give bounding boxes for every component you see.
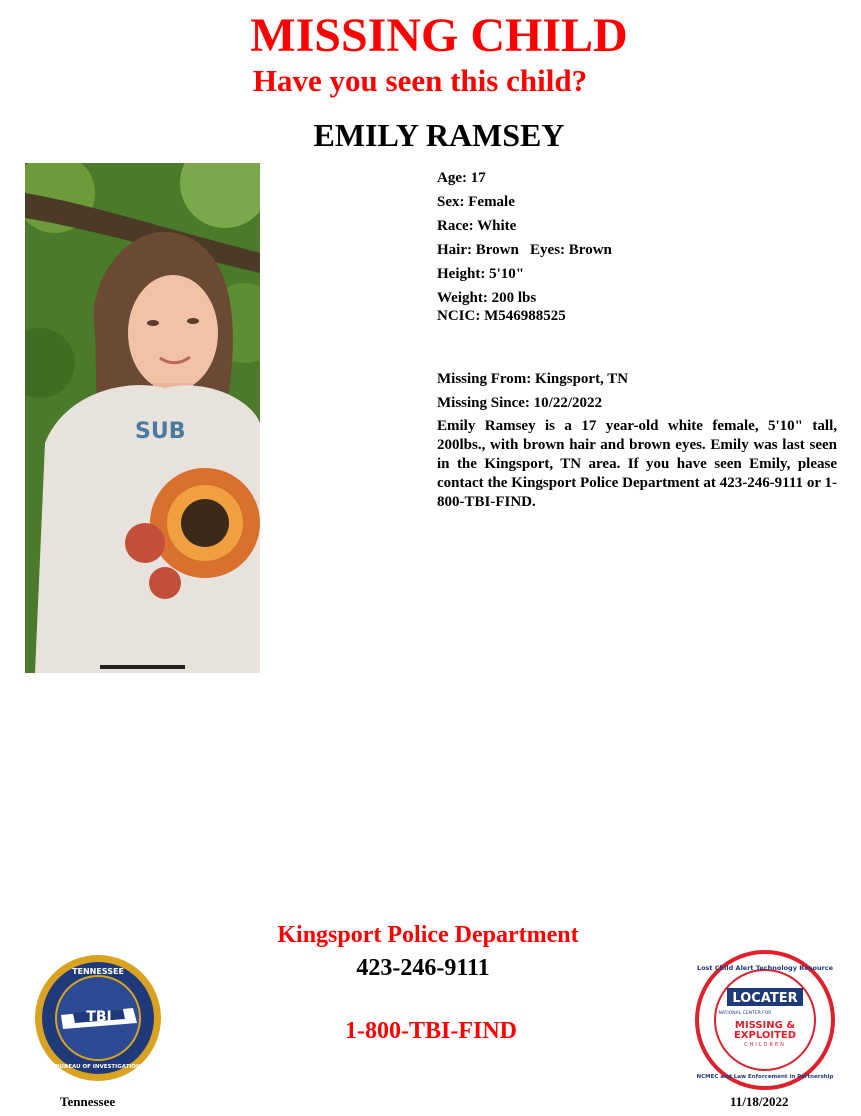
child-photo [25, 163, 260, 673]
weight-field: Weight: 200 lbs [437, 290, 537, 306]
height-field: Height: 5'10" [437, 266, 525, 282]
tbi-seal-top: TENNESSEE [72, 967, 124, 976]
poster-subtitle: Have you seen this child? [252, 63, 588, 98]
tbi-hotline: 1-800-TBI-FIND [345, 1018, 517, 1044]
missing-since-field: Missing Since: 10/22/2022 [437, 395, 603, 411]
svg-text:SUB: SUB [135, 419, 186, 444]
locater-org1: NATIONAL CENTER FOR [718, 1011, 772, 1016]
tbi-seal-center: TBI [86, 1009, 112, 1025]
tbi-seal-bottom: BUREAU OF INVESTIGATION [55, 1064, 141, 1070]
locater-bottom-arc: NCMEC and Law Enforcement in Partnership [696, 1074, 834, 1080]
description-paragraph: Emily Ramsey is a 17 year-old white female, 5'10" tall, 200lbs., with brown hair and brown eyes. Emily was last seen in the Kingsport, TN area. If you have seen Emily, please contact the Kingsport Police Department at 423-246-9111 or 1-800-TBI-FIND. [437, 418, 837, 510]
race-field: Race: White [437, 218, 517, 234]
poster-title: MISSING CHILD [250, 9, 628, 62]
locater-org2: MISSING & [734, 1020, 796, 1031]
tbi-seal-icon [33, 953, 163, 1083]
sex-field: Sex: Female [437, 194, 515, 210]
agency-name: Kingsport Police Department [277, 922, 579, 948]
missing-info [437, 367, 837, 415]
child-details [437, 166, 837, 325]
locater-name: LOCATER [732, 991, 798, 1006]
locater-org4: CHILDREN [744, 1042, 786, 1048]
age-field: Age: 17 [437, 170, 486, 186]
ncic-field: NCIC: M546988525 [437, 308, 566, 324]
child-name: EMILY RAMSEY [313, 117, 565, 153]
hair-eyes-field: Hair: Brown Eyes: Brown [437, 242, 612, 258]
footer-date: 11/18/2022 [730, 1094, 789, 1109]
missing-from-field: Missing From: Kingsport, TN [437, 371, 629, 387]
footer-state: Tennessee [60, 1094, 116, 1109]
locater-org3: EXPLOITED [733, 1030, 797, 1041]
ncmec-locater-seal-icon [695, 950, 835, 1090]
agency-phone: 423-246-9111 [356, 955, 490, 981]
locater-arc-text: Lost Child Alert Technology Resource [696, 964, 834, 972]
